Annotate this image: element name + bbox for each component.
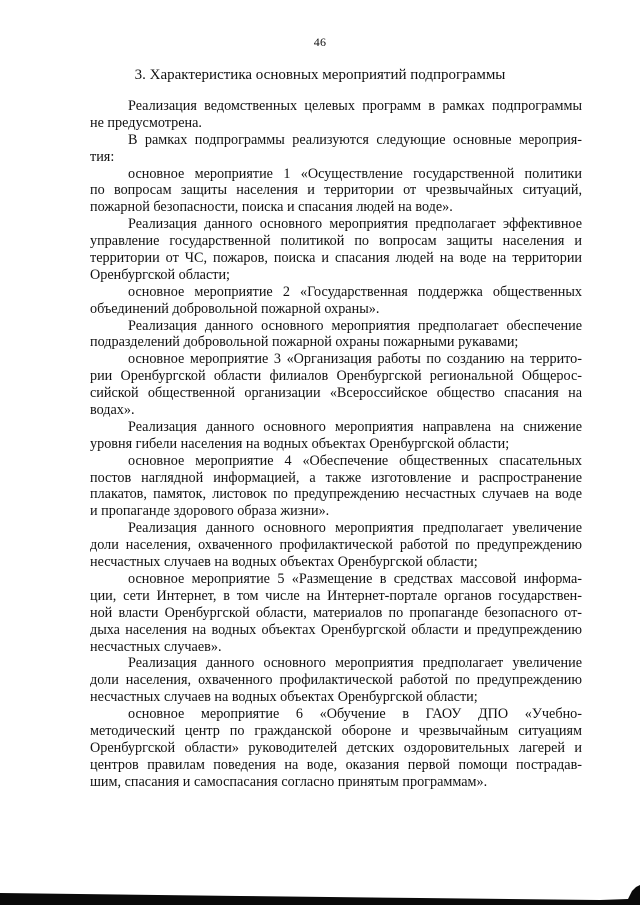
text-line: Реализация ведомственных целевых программ в рамках подпрограммы bbox=[128, 98, 582, 114]
text-line: доли населения, охваченного профилактической работой по предупреждению bbox=[90, 537, 582, 554]
text-line: ции, сети Интернет, в том числе на Интернет-портале органов государствен- bbox=[90, 587, 582, 604]
text-line: водах». bbox=[90, 402, 135, 419]
text-line: подразделений добровольной пожарной охраны пожарными рукавами; bbox=[90, 334, 519, 351]
text-line: несчастных случаев на водных объектах Оренбургской области; bbox=[90, 554, 478, 571]
text-line: основное мероприятие 4 «Обеспечение общественных спасательных bbox=[128, 452, 582, 469]
text-line: уровня гибели населения на водных объектах Оренбургской области; bbox=[90, 435, 510, 452]
text-line: Реализация данного основного мероприятия направлена на снижение bbox=[128, 418, 582, 435]
text-line: центров правилам поведения на воде, оказания первой помощи пострадав- bbox=[90, 756, 582, 773]
text-line: по вопросам защиты населения и территории от чрезвычайных ситуаций, bbox=[90, 182, 582, 199]
text-line: основное мероприятие 2 «Государственная поддержка общественных bbox=[128, 283, 582, 300]
page-number: 46 bbox=[313, 35, 327, 49]
text-line: основное мероприятие 1 «Осуществление государственной политики bbox=[128, 165, 582, 182]
text-line: управление государственной политикой по вопросам защиты населения и bbox=[90, 233, 582, 250]
text-line: основное мероприятие 6 «Обучение в ГАОУ ДПО «Учебно- bbox=[128, 706, 582, 723]
text-line: основное мероприятие 5 «Размещение в средствах массовой информа- bbox=[128, 570, 582, 587]
text-line: не предусмотрена. bbox=[90, 114, 202, 131]
text-line: Оренбургской области» руководителей детских оздоровительных лагерей и bbox=[90, 739, 582, 756]
text-line: методический центр по гражданской обороне и чрезвычайным ситуациям bbox=[90, 722, 582, 739]
text-line: объединений добровольной пожарной охраны». bbox=[90, 300, 380, 317]
section-title: 3. Характеристика основных мероприятий подпрограммы bbox=[134, 67, 506, 83]
text-line: Реализация данного основного мероприятия предполагает обеспечение bbox=[128, 317, 582, 334]
text-line: территории от ЧС, пожаров, поиска и спасания людей на воде на территории bbox=[90, 250, 582, 267]
text-line: доли населения, охваченного профилактической работой по предупреждению bbox=[90, 672, 582, 689]
scan-edge-shadow bbox=[0, 885, 640, 905]
text-line: шим, спасания и самоспасания согласно принятым программам». bbox=[90, 773, 488, 790]
text-line: дыха населения на водных объектах Оренбургской области и предупреждению bbox=[90, 621, 582, 638]
text-line: несчастных случаев на водных объектах Оренбургской области; bbox=[90, 689, 478, 706]
text-line: ной власти Оренбургской области, материалов по пропаганде безопасного от- bbox=[90, 604, 582, 621]
text-line: Оренбургской области; bbox=[90, 266, 230, 283]
text-line: несчастных случаев». bbox=[90, 638, 222, 655]
text-line: тия: bbox=[90, 148, 115, 165]
text-line: пожарной безопасности, поиска и спасания людей на воде». bbox=[90, 199, 453, 216]
text-line: В рамках подпрограммы реализуются следующие основные мероприя- bbox=[128, 131, 582, 148]
text-line: основное мероприятие 3 «Организация работы по созданию на террито- bbox=[128, 351, 582, 368]
text-line: и пропаганде здорового образа жизни». bbox=[90, 503, 330, 520]
text-line: сийской общественной организации «Всероссийское общество спасания на bbox=[90, 385, 582, 402]
text-line: постов наглядной информацией, а также изготовление и распространение bbox=[90, 469, 582, 486]
text-line: рии Оренбургской области филиалов Оренбургской региональной Общерос- bbox=[90, 368, 582, 385]
text-line: Реализация данного основного мероприятия предполагает увеличение bbox=[128, 520, 582, 537]
document-body bbox=[90, 98, 582, 791]
text-line: плакатов, памяток, листовок по предупреждению несчастных случаев на воде bbox=[90, 486, 582, 503]
text-line: Реализация данного основного мероприятия предполагает эффективное bbox=[128, 216, 582, 233]
text-line: Реализация данного основного мероприятия предполагает увеличение bbox=[128, 655, 582, 672]
